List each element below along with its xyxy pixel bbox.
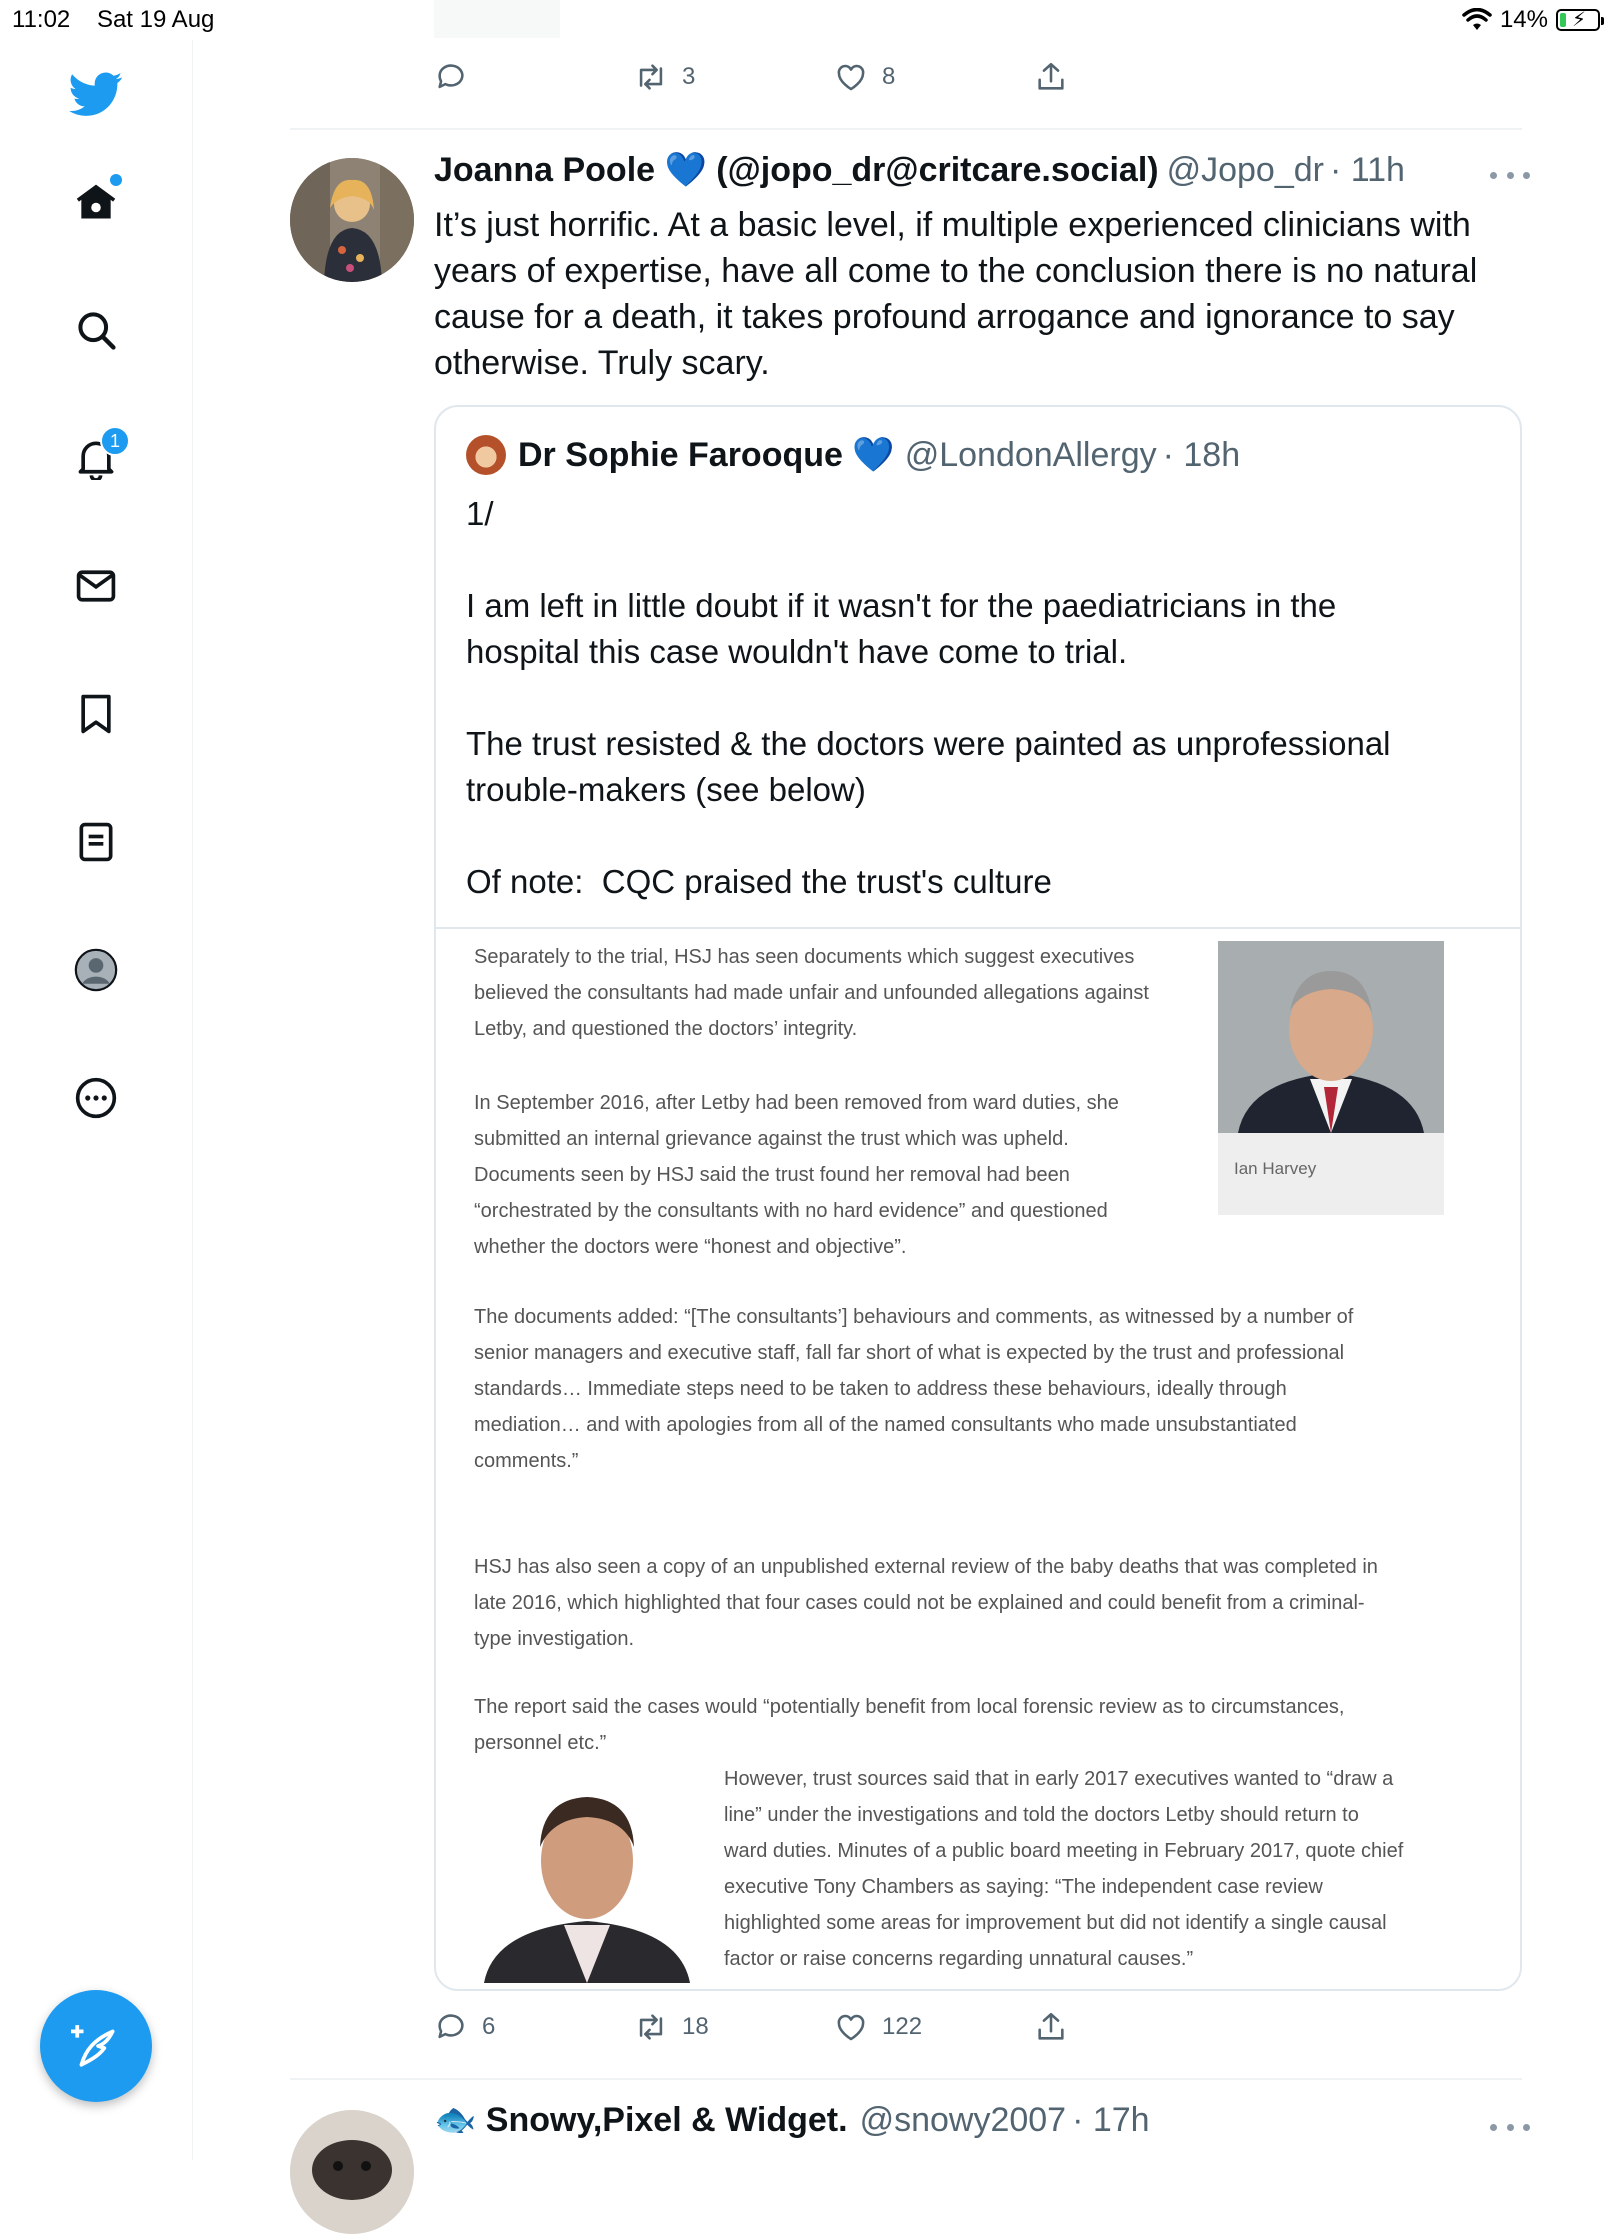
home-icon[interactable] xyxy=(64,170,128,234)
quoted-tweet[interactable] xyxy=(434,405,1522,1991)
reply-icon xyxy=(434,2010,468,2044)
share-icon xyxy=(1034,60,1068,94)
mail-icon[interactable] xyxy=(64,554,128,618)
avatar-photo xyxy=(290,158,414,282)
tweet-divider xyxy=(290,128,1522,130)
quote-author-name[interactable]: Dr Sophie Farooque 💙 xyxy=(518,436,895,474)
compose-button[interactable] xyxy=(40,1990,152,2102)
retweet-count: 3 xyxy=(682,63,696,90)
bell-icon[interactable] xyxy=(64,426,128,490)
quote-attached-image[interactable] xyxy=(436,927,1522,1991)
reply-count: 6 xyxy=(482,2013,496,2040)
retweet-button[interactable] xyxy=(634,60,834,94)
article-paragraph: HSJ has also seen a copy of an unpublished external review of the baby deaths that was completed in late 2016, which highlighted that four cases could not be explained and could benefit from a criminal- type investigation. xyxy=(474,1556,1378,1650)
retweet-icon xyxy=(634,2010,668,2044)
share-button[interactable] xyxy=(1034,60,1234,94)
reply-icon xyxy=(434,60,468,94)
quote-header xyxy=(466,435,1240,475)
profile-icon[interactable] xyxy=(64,938,128,1002)
retweet-count: 18 xyxy=(682,2013,709,2040)
scrolled-media-edge xyxy=(434,0,560,38)
status-bar xyxy=(0,0,1620,40)
sidebar-nav xyxy=(0,40,193,2160)
next-tweet-header xyxy=(434,2100,1150,2140)
author-name[interactable]: Joanna Poole 💙 (@jopo_dr@critcare.social) xyxy=(434,151,1159,189)
tweet-text: It’s just horrific. At a basic level, if multiple experienced clinicians with years of expertise, have all come to the conclusion there is no natural cause for a death, it takes profound arrogance and ignorance to say otherwise. Truly scary. xyxy=(434,206,1478,382)
quote-avatar[interactable] xyxy=(466,435,506,475)
share-icon xyxy=(1034,2010,1068,2044)
tweet-time[interactable]: · 11h xyxy=(1329,150,1405,189)
article-paragraph: However, trust sources said that in early 2017 executives wanted to “draw a line” under the investigations and told the doctors Letby should return to ward duties. Minutes of a public board meeting in February 2017, quote chief executive Tony Chambers as saying: “The independent case review highlighted some areas for improvement but did not identify a single causal factor or raise concerns regarding unnatural causes.” xyxy=(724,1768,1404,1970)
more-icon[interactable] xyxy=(1490,172,1530,179)
status-time: 11:02 xyxy=(12,6,71,33)
tweet-header xyxy=(434,150,1405,190)
retweet-button[interactable] xyxy=(634,2010,834,2044)
compose-icon xyxy=(71,2021,121,2071)
battery-percent: 14% xyxy=(1499,6,1548,33)
like-count: 8 xyxy=(882,63,896,90)
photo-card xyxy=(1218,941,1444,1215)
article-paragraph: The documents added: “[The consultants’] behaviours and comments, as witnessed by a number of senior managers and executive staff, fall far short of what is expected by the trust and professional standards… Immediate steps need to be taken to address these behaviours, ideally through mediation… and with apologies from all of the named consultants who made unsubstantiated comments.” xyxy=(474,1306,1354,1472)
avatar[interactable] xyxy=(290,158,414,282)
author-handle[interactable]: @Jopo_dr xyxy=(1166,150,1324,189)
status-date: Sat 19 Aug xyxy=(96,6,215,33)
avatar-photo xyxy=(290,2110,414,2234)
portrait-photo-2 xyxy=(474,1757,700,1983)
like-button[interactable] xyxy=(834,2010,1034,2044)
wifi-icon xyxy=(1462,8,1492,32)
twitter-bird-icon[interactable] xyxy=(64,62,128,126)
home-unread-dot xyxy=(110,174,122,186)
bookmark-icon[interactable] xyxy=(64,682,128,746)
author-handle[interactable]: @snowy2007 xyxy=(859,2100,1067,2139)
portrait-photo xyxy=(1218,941,1444,1133)
like-count: 122 xyxy=(882,2013,923,2040)
quote-time[interactable]: · 18h xyxy=(1162,435,1241,474)
more-icon[interactable] xyxy=(1490,2124,1530,2131)
article-paragraph: In September 2016, after Letby had been removed from ward duties, she submitted an internal grievance against the trust which was upheld. Documents seen by HSJ said the trust found her removal had been “orchestrated by the consultants with no hard evidence” and questioned whether the doctors were “honest and objective”. xyxy=(474,1092,1119,1258)
more-circle-icon[interactable] xyxy=(64,1066,128,1130)
like-icon xyxy=(834,2010,868,2044)
tweet-actions xyxy=(434,2010,1234,2044)
like-button[interactable] xyxy=(834,60,1034,94)
prev-tweet-actions xyxy=(434,60,1234,94)
article-paragraph: The report said the cases would “potentially benefit from local forensic review as to circumstances, personnel etc.” xyxy=(474,1696,1345,1754)
quote-text: 1/ I am left in little doubt if it wasn't for the paediatricians in the hospital this case wouldn't have come to trial. The trust resisted & the doctors were painted as unprofessional trouble-makers (see below) Of note: CQC praised the trust's culture xyxy=(466,495,1391,900)
avatar[interactable] xyxy=(290,2110,414,2234)
photo-caption: Ian Harvey xyxy=(1234,1159,1317,1178)
search-icon[interactable] xyxy=(64,298,128,362)
tweet-divider xyxy=(290,2078,1522,2080)
lists-icon[interactable] xyxy=(64,810,128,874)
share-button[interactable] xyxy=(1034,2010,1234,2044)
tweet-time[interactable]: · 17h xyxy=(1072,2100,1150,2139)
notifications-badge: 1 xyxy=(100,426,130,456)
retweet-icon xyxy=(634,60,668,94)
reply-button[interactable] xyxy=(434,2010,634,2044)
author-name[interactable]: 🐟 Snowy,Pixel & Widget. xyxy=(434,2101,848,2139)
reply-button[interactable] xyxy=(434,60,634,94)
battery-icon: ⚡ xyxy=(1556,9,1600,31)
like-icon xyxy=(834,60,868,94)
quote-author-handle[interactable]: @LondonAllergy xyxy=(904,435,1157,474)
article-paragraph: Separately to the trial, HSJ has seen documents which suggest executives believed the consultants had made unfair and unfounded allegations against Letby, and questioned the doctors’ integrity. xyxy=(474,946,1149,1040)
